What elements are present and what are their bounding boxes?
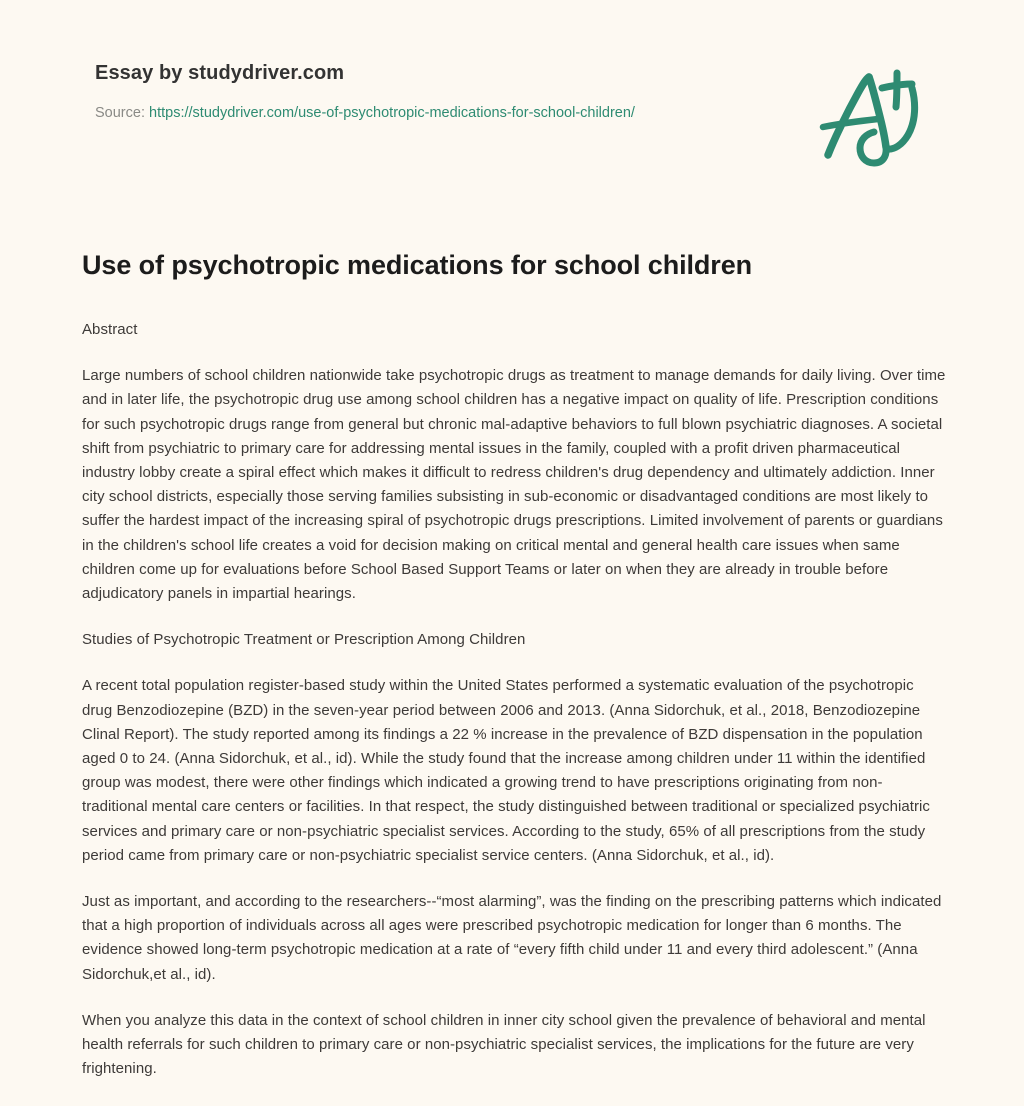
studydriver-logo[interactable]	[808, 55, 928, 170]
source-label: Source:	[95, 105, 145, 121]
abstract-paragraph: Large numbers of school children nationwide take psychotropic drugs as treatment to manage demands for daily living. Over time and in later life, the psychotropic drug use among school children has a negative impact on quality of life. Prescription conditions for such psychotropic drugs range from general but chronic mal-adaptive behaviors to full blown psychiatric diagnoses. A societal shift from psychiatric to primary care for addressing mental issues in the family, coupled with a profit driven pharmaceutical industry lobby create a spiral effect which makes it difficult to redress children's drug dependency and ultimately addiction. Inner city school districts, especially those serving families subsisting in sub-economic or disadvantaged conditions are most likely to suffer the hardest impact of the increasing spiral of psychotropic drugs prescriptions. Limited involvement of parents or guardians in the children's school life creates a void for decision making on critical mental and general health care issues when same children come up for evaluations before School Based Support Teams or later on when they are already in trouble before adjudicatory panels in impartial hearings.	[82, 367, 946, 603]
document-header	[0, 0, 1024, 200]
essay-byline: Essay by studydriver.com	[95, 62, 345, 84]
abstract-label: Abstract	[82, 321, 138, 338]
section-heading-studies: Studies of Psychotropic Treatment or Prescription Among Children	[82, 631, 526, 649]
source-url-link[interactable]: https://studydriver.com/use-of-psychotropic-medications-for-school-children/	[149, 105, 635, 121]
body-paragraph-1: A recent total population register-based study within the United States performed a systematic evaluation of the psychotropic drug Benzodiozepine (BZD) in the seven-year period between 2006 and 2013. (Anna Sidorchuk, et al., 2018, Benzodiozepine Clinal Report). The study reported among its findings a 22 % increase in the prevalence of BZD dispensation in the population aged 0 to 24. (Anna Sidorchuk, et al., id). While the study found that the increase among children under 11 within the identified group was modest, there were other findings which indicated a growing trend to have prescriptions originating from non-traditional mental care centers or facilities. In that respect, the study distinguished between traditional or specialized psychiatric services and primary care or non-psychiatric specialist services. According to the study, 65% of all prescriptions from the study period came from primary care or non-psychiatric specialist service centers. (Anna Sidorchuk, et al., id).	[82, 677, 930, 864]
article-body	[82, 318, 948, 1081]
header-text-block	[95, 60, 635, 123]
page-title: Use of psychotropic medications for school children	[82, 250, 753, 280]
article-content	[82, 248, 948, 1081]
body-paragraph-2: Just as important, and according to the researchers--“most alarming”, was the finding on the prescribing patterns which indicated that a high proportion of individuals across all ages were prescribed psychotropic medication for longer than 6 months. The evidence showed long-term psychotropic medication at a rate of “every fifth child under 11 and every third adolescent.” (Anna Sidorchuk,et al., id).	[82, 893, 942, 983]
body-paragraph-3: When you analyze this data in the context of school children in inner city school given the prevalence of behavioral and mental health referrals for such children to primary care or non-psychiatric specialist services, the implications for the future are very frightening.	[82, 1011, 926, 1078]
source-line	[95, 103, 635, 123]
